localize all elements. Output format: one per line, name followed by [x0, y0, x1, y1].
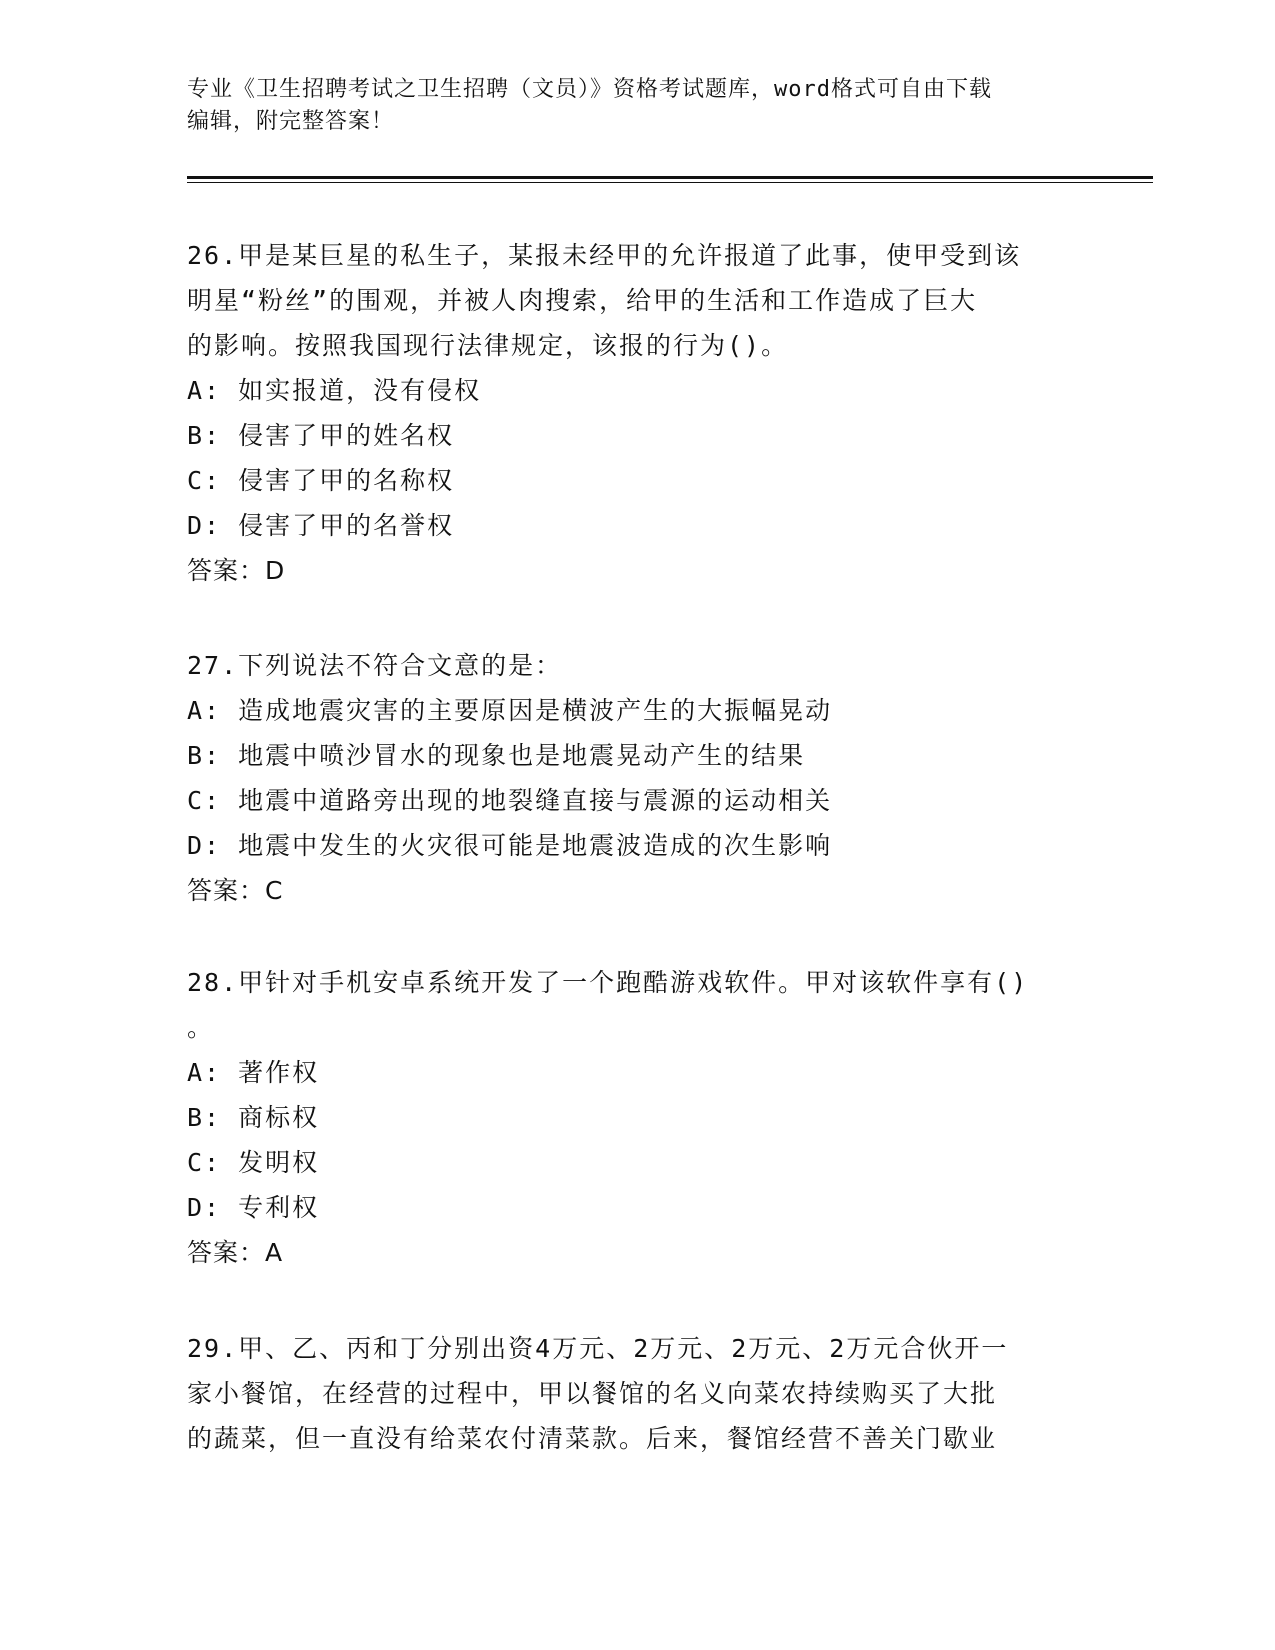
- option-c: C: 侵害了甲的名称权: [187, 466, 455, 495]
- header-divider-thick: [187, 176, 1153, 179]
- option-d: D: 侵害了甲的名誉权: [187, 511, 455, 540]
- question-27: [187, 643, 1087, 913]
- question-stem-line: 29.甲、乙、丙和丁分别出资4万元、2万元、2万元、2万元合伙开一: [187, 1334, 1009, 1363]
- option-c: C: 发明权: [187, 1148, 320, 1177]
- option-b: B: 地震中喷沙冒水的现象也是地震晃动产生的结果: [187, 741, 806, 770]
- question-stem-line: 。: [187, 1013, 215, 1042]
- option-a: A: 如实报道，没有侵权: [187, 376, 482, 405]
- document-header: [187, 74, 1087, 138]
- option-b: B: 侵害了甲的姓名权: [187, 421, 455, 450]
- question-stem-line: 的蔬菜，但一直没有给菜农付清菜款。后来，餐馆经营不善关门歇业: [187, 1424, 998, 1453]
- question-stem-line: 家小餐馆，在经营的过程中，甲以餐馆的名义向菜农持续购买了大批: [187, 1379, 998, 1408]
- question-28: [187, 960, 1087, 1275]
- option-a: A: 造成地震灾害的主要原因是横波产生的大振幅晃动: [187, 696, 833, 725]
- answer-line: 答案：C: [187, 876, 284, 905]
- header-line-2: 编辑，附完整答案！: [187, 109, 395, 134]
- question-stem-line: 27.下列说法不符合文意的是：: [187, 651, 563, 680]
- question-stem-line: 28.甲针对手机安卓系统开发了一个跑酷游戏软件。甲对该软件享有(): [187, 968, 1029, 997]
- option-b: B: 商标权: [187, 1103, 320, 1132]
- option-c: C: 地震中道路旁出现的地裂缝直接与震源的运动相关: [187, 786, 833, 815]
- option-d: D: 专利权: [187, 1193, 320, 1222]
- question-26: [187, 233, 1087, 593]
- question-stem-line: 明星“粉丝”的围观，并被人肉搜索，给甲的生活和工作造成了巨大: [187, 286, 978, 315]
- question-stem-line: 的影响。按照我国现行法律规定，该报的行为()。: [187, 331, 789, 360]
- header-line-1: 专业《卫生招聘考试之卫生招聘（文员）》资格考试题库，word格式可自由下载: [187, 77, 992, 102]
- question-stem-line: 26.甲是某巨星的私生子，某报未经甲的允许报道了此事，使甲受到该: [187, 241, 1022, 270]
- question-29: [187, 1326, 1087, 1461]
- header-divider-thin: [187, 182, 1153, 183]
- answer-line: 答案：D: [187, 556, 286, 585]
- option-a: A: 著作权: [187, 1058, 320, 1087]
- option-d: D: 地震中发生的火灾很可能是地震波造成的次生影响: [187, 831, 833, 860]
- answer-line: 答案：A: [187, 1238, 284, 1267]
